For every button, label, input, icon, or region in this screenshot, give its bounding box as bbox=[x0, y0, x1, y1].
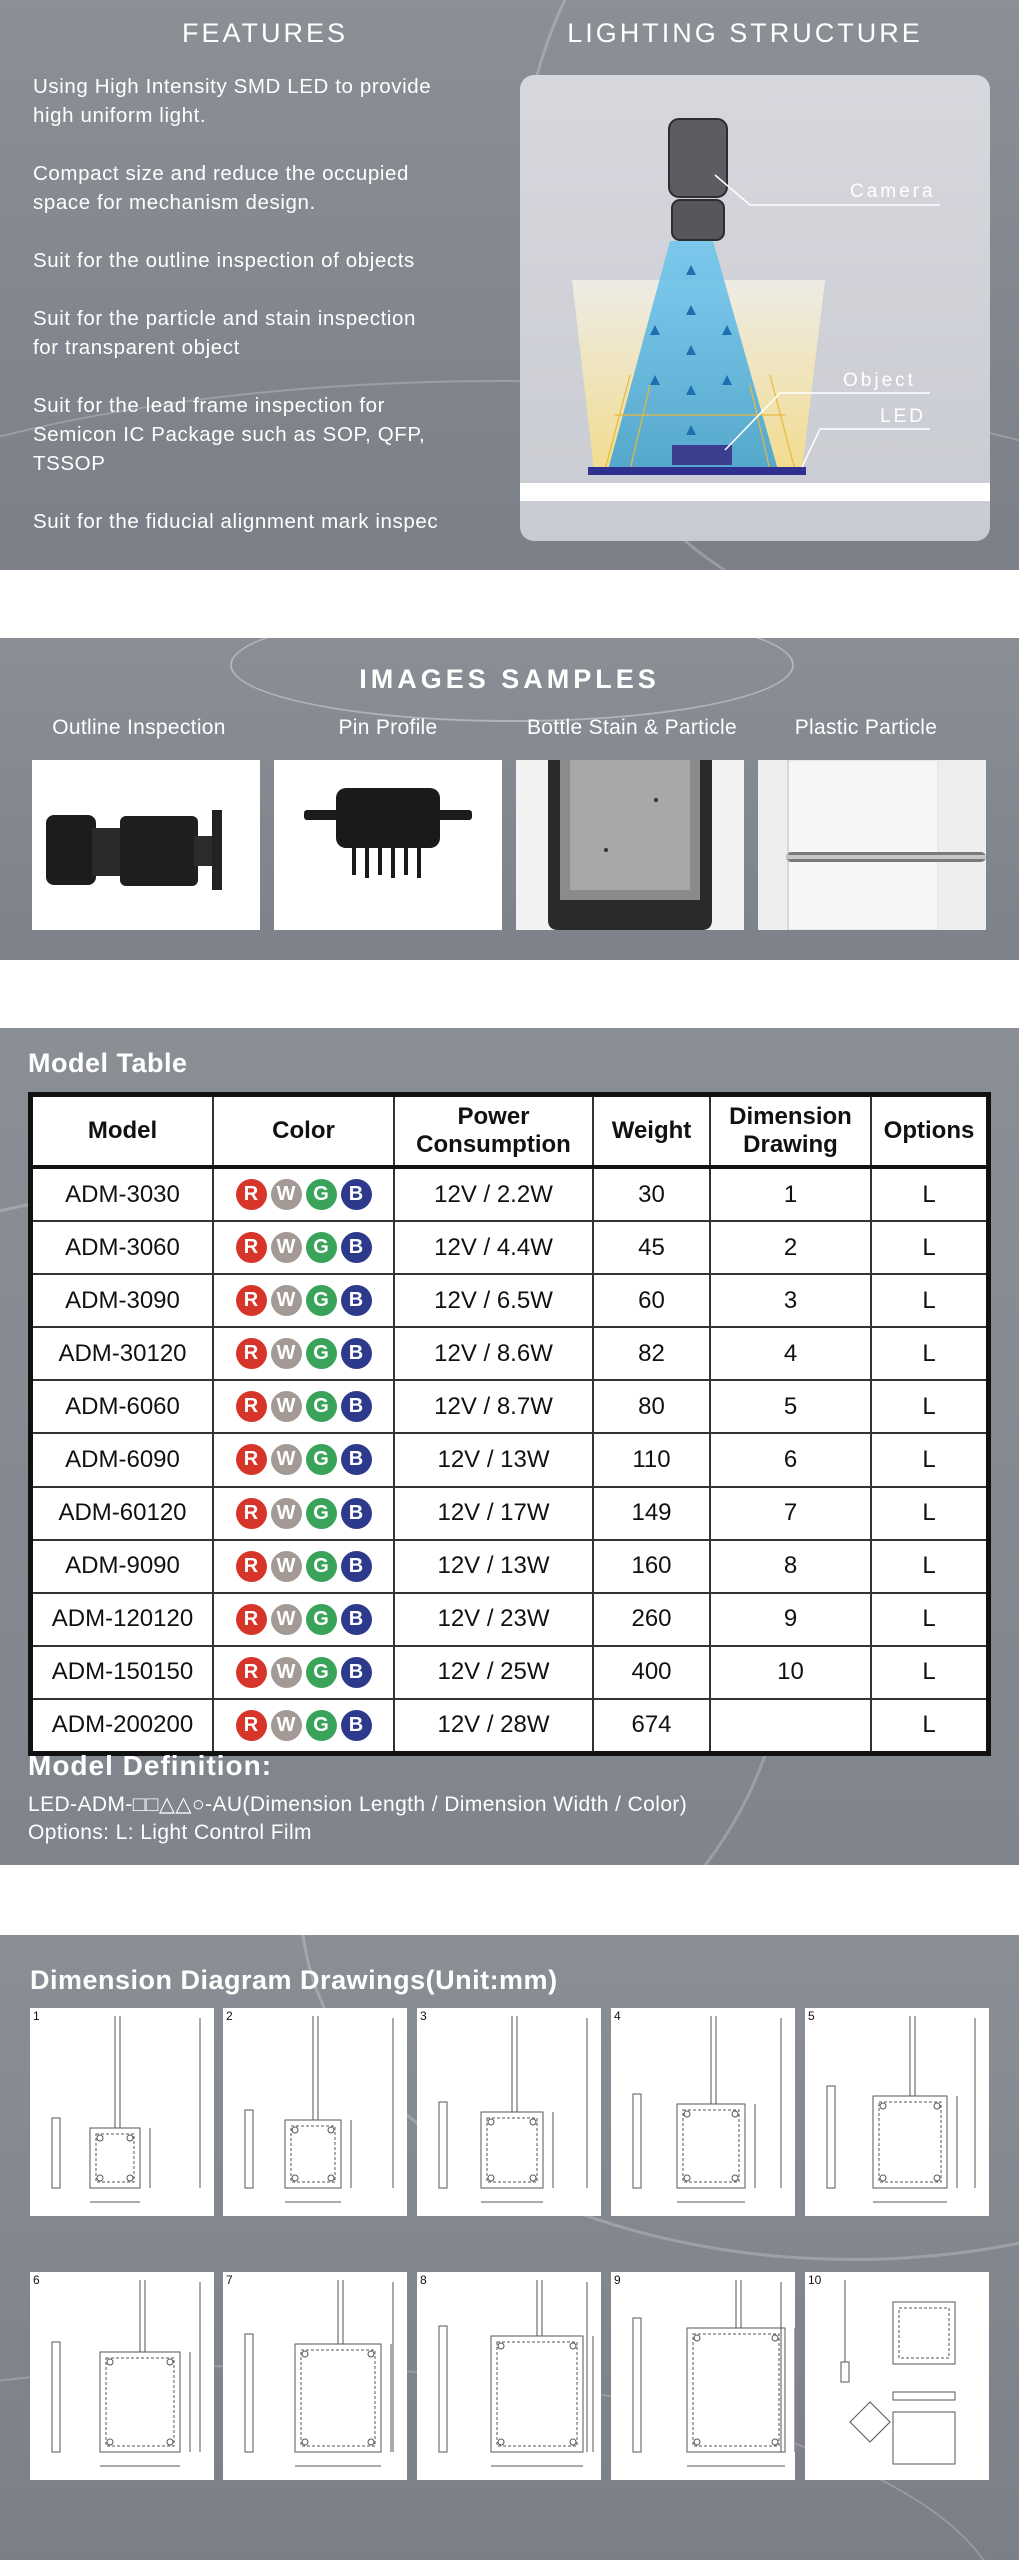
dimension-drawing-1 bbox=[30, 2008, 214, 2216]
model-table-body bbox=[33, 1167, 986, 1751]
model-table-section bbox=[0, 1028, 1019, 1865]
cell-drawing: 10 bbox=[710, 1646, 871, 1699]
dimension-drawing-9 bbox=[611, 2272, 795, 2480]
color-dot-r: R bbox=[236, 1498, 267, 1529]
table-row bbox=[33, 1433, 986, 1486]
dimension-drawing-5 bbox=[805, 2008, 989, 2216]
plastic-tube-icon bbox=[758, 760, 986, 930]
table-row bbox=[33, 1167, 986, 1221]
dimension-drawings-section bbox=[0, 1935, 1019, 2560]
cell-drawing: 6 bbox=[710, 1433, 871, 1486]
drawing-number: 2 bbox=[226, 2009, 233, 2023]
cell-weight: 45 bbox=[593, 1221, 710, 1274]
feature-item: Suit for the fiducial alignment mark inspec bbox=[33, 510, 439, 533]
header-power bbox=[394, 1097, 593, 1167]
cell-color bbox=[213, 1221, 394, 1274]
table-row bbox=[33, 1593, 986, 1646]
cell-options: L bbox=[871, 1487, 986, 1540]
table-row bbox=[33, 1380, 986, 1433]
feature-item: Compact size and reduce the occupied space for mechanism design. bbox=[33, 162, 410, 214]
color-dot-g: G bbox=[306, 1285, 337, 1316]
cell-color bbox=[213, 1327, 394, 1380]
model-definition-line: LED-ADM-□□△△○-AU(Dimension Length / Dimension Width / Color) bbox=[28, 1793, 688, 1816]
cell-power: 12V / 4.4W bbox=[394, 1221, 593, 1274]
cell-drawing: 7 bbox=[710, 1487, 871, 1540]
cell-power: 12V / 2.2W bbox=[394, 1167, 593, 1221]
cell-drawing bbox=[710, 1699, 871, 1751]
cell-model: ADM-9090 bbox=[33, 1540, 213, 1593]
color-dot-g: G bbox=[306, 1391, 337, 1422]
features-title: FEATURES bbox=[181, 18, 348, 48]
drawing-number: 9 bbox=[614, 2273, 621, 2287]
cell-color bbox=[213, 1487, 394, 1540]
cell-color bbox=[213, 1380, 394, 1433]
color-dot-w: W bbox=[271, 1444, 302, 1475]
cell-options: L bbox=[871, 1646, 986, 1699]
camera-lens bbox=[672, 200, 724, 240]
cell-color bbox=[213, 1167, 394, 1221]
model-table bbox=[33, 1097, 986, 1751]
dimension-drawing-10 bbox=[805, 2272, 989, 2480]
cell-color bbox=[213, 1593, 394, 1646]
header-dimension-line2: Drawing bbox=[743, 1131, 838, 1158]
color-dot-b: B bbox=[341, 1444, 372, 1475]
cell-weight: 82 bbox=[593, 1327, 710, 1380]
sample-caption-plastic: Plastic Particle bbox=[794, 716, 938, 739]
sample-image-bottle bbox=[516, 760, 744, 930]
cell-weight: 110 bbox=[593, 1433, 710, 1486]
color-dot-w: W bbox=[271, 1498, 302, 1529]
color-dot-w: W bbox=[271, 1285, 302, 1316]
color-dot-g: G bbox=[306, 1604, 337, 1635]
cell-weight: 80 bbox=[593, 1380, 710, 1433]
object-label: Object bbox=[843, 370, 916, 391]
cell-power: 12V / 13W bbox=[394, 1433, 593, 1486]
cell-color bbox=[213, 1646, 394, 1699]
cell-weight: 60 bbox=[593, 1274, 710, 1327]
cell-color bbox=[213, 1699, 394, 1751]
color-dot-w: W bbox=[271, 1232, 302, 1263]
platform bbox=[520, 483, 990, 501]
cell-model: ADM-3090 bbox=[33, 1274, 213, 1327]
cell-power: 12V / 23W bbox=[394, 1593, 593, 1646]
color-dot-g: G bbox=[306, 1179, 337, 1210]
cell-power: 12V / 13W bbox=[394, 1540, 593, 1593]
cell-drawing: 8 bbox=[710, 1540, 871, 1593]
color-dot-r: R bbox=[236, 1338, 267, 1369]
sample-image-outline bbox=[32, 760, 260, 930]
table-row bbox=[33, 1699, 986, 1751]
color-dot-b: B bbox=[341, 1657, 372, 1688]
drawing-number: 3 bbox=[420, 2009, 427, 2023]
color-dot-b: B bbox=[341, 1391, 372, 1422]
model-options-line: Options: L: Light Control Film bbox=[28, 1821, 312, 1844]
sample-caption-pin: Pin Profile bbox=[338, 716, 438, 739]
cell-drawing: 9 bbox=[710, 1593, 871, 1646]
inspected-object bbox=[672, 445, 732, 465]
dimension-drawing-4 bbox=[611, 2008, 795, 2216]
header-color: Color bbox=[213, 1097, 394, 1167]
cell-color bbox=[213, 1433, 394, 1486]
color-dot-b: B bbox=[341, 1498, 372, 1529]
color-dot-b: B bbox=[341, 1551, 372, 1582]
color-dot-g: G bbox=[306, 1498, 337, 1529]
cell-power: 12V / 25W bbox=[394, 1646, 593, 1699]
color-dot-g: G bbox=[306, 1444, 337, 1475]
drawing-number: 6 bbox=[33, 2273, 40, 2287]
cell-model: ADM-30120 bbox=[33, 1327, 213, 1380]
color-dot-g: G bbox=[306, 1657, 337, 1688]
cell-model: ADM-6090 bbox=[33, 1433, 213, 1486]
cell-weight: 160 bbox=[593, 1540, 710, 1593]
drawing-number: 1 bbox=[33, 2009, 40, 2023]
connector-silhouette-icon bbox=[274, 760, 502, 930]
camera-label: Camera bbox=[850, 181, 936, 202]
color-dot-b: B bbox=[341, 1179, 372, 1210]
color-dot-w: W bbox=[271, 1710, 302, 1741]
cell-power: 12V / 28W bbox=[394, 1699, 593, 1751]
image-samples-title: IMAGES SAMPLES bbox=[359, 664, 660, 694]
color-dot-g: G bbox=[306, 1232, 337, 1263]
cell-weight: 674 bbox=[593, 1699, 710, 1751]
table-row bbox=[33, 1327, 986, 1380]
sample-image-pin bbox=[274, 760, 502, 930]
feature-item: Using High Intensity SMD LED to provide high uniform light. bbox=[33, 75, 432, 127]
color-dot-b: B bbox=[341, 1710, 372, 1741]
cell-model: ADM-6060 bbox=[33, 1380, 213, 1433]
color-dot-r: R bbox=[236, 1710, 267, 1741]
color-dot-w: W bbox=[271, 1604, 302, 1635]
sample-caption-outline: Outline Inspection bbox=[52, 716, 226, 739]
cell-model: ADM-60120 bbox=[33, 1487, 213, 1540]
led-label-line bbox=[802, 429, 930, 467]
color-dot-r: R bbox=[236, 1391, 267, 1422]
color-dot-r: R bbox=[236, 1232, 267, 1263]
cell-power: 12V / 17W bbox=[394, 1487, 593, 1540]
sample-image-plastic bbox=[758, 760, 986, 930]
cell-drawing: 2 bbox=[710, 1221, 871, 1274]
image-samples-section bbox=[0, 638, 1019, 960]
cell-options: L bbox=[871, 1274, 986, 1327]
dimension-drawing-7 bbox=[223, 2272, 407, 2480]
cell-power: 12V / 6.5W bbox=[394, 1274, 593, 1327]
color-dot-r: R bbox=[236, 1285, 267, 1316]
cell-drawing: 1 bbox=[710, 1167, 871, 1221]
color-dot-r: R bbox=[236, 1551, 267, 1582]
feature-item: Suit for the lead frame inspection for Semicon IC Package such as SOP, QFP, TSSOP bbox=[33, 394, 426, 475]
color-dot-b: B bbox=[341, 1604, 372, 1635]
drawing-number: 5 bbox=[808, 2009, 815, 2023]
table-row bbox=[33, 1540, 986, 1593]
header-dimension-line1: Dimension bbox=[729, 1103, 852, 1130]
cell-options: L bbox=[871, 1593, 986, 1646]
cell-color bbox=[213, 1274, 394, 1327]
color-dot-w: W bbox=[271, 1338, 302, 1369]
cell-weight: 400 bbox=[593, 1646, 710, 1699]
color-dot-g: G bbox=[306, 1551, 337, 1582]
cell-weight: 30 bbox=[593, 1167, 710, 1221]
dimension-drawing-6 bbox=[30, 2272, 214, 2480]
table-row bbox=[33, 1487, 986, 1540]
cell-weight: 149 bbox=[593, 1487, 710, 1540]
color-dot-w: W bbox=[271, 1657, 302, 1688]
feature-item: Suit for the particle and stain inspection for transparent object bbox=[33, 307, 417, 359]
drawing-number: 7 bbox=[226, 2273, 233, 2287]
cell-drawing: 5 bbox=[710, 1380, 871, 1433]
color-dot-g: G bbox=[306, 1710, 337, 1741]
cell-model: ADM-3030 bbox=[33, 1167, 213, 1221]
cell-model: ADM-120120 bbox=[33, 1593, 213, 1646]
feature-item: Suit for the outline inspection of objects bbox=[33, 249, 415, 272]
dimension-drawings-title: Dimension Diagram Drawings(Unit:mm) bbox=[30, 1965, 558, 1995]
header-weight: Weight bbox=[593, 1097, 710, 1167]
color-dot-b: B bbox=[341, 1232, 372, 1263]
cell-options: L bbox=[871, 1540, 986, 1593]
header-dimension bbox=[710, 1097, 871, 1167]
lighting-structure-diagram bbox=[520, 75, 990, 541]
table-header-row bbox=[33, 1097, 986, 1167]
dimension-drawing-3 bbox=[417, 2008, 601, 2216]
led-base bbox=[588, 467, 806, 475]
cell-options: L bbox=[871, 1221, 986, 1274]
cell-color bbox=[213, 1540, 394, 1593]
cell-power: 12V / 8.6W bbox=[394, 1327, 593, 1380]
color-dot-r: R bbox=[236, 1657, 267, 1688]
table-row bbox=[33, 1221, 986, 1274]
color-dot-r: R bbox=[236, 1179, 267, 1210]
model-table-title: Model Table bbox=[28, 1048, 188, 1078]
color-dot-r: R bbox=[236, 1444, 267, 1475]
color-dot-r: R bbox=[236, 1604, 267, 1635]
cell-power: 12V / 8.7W bbox=[394, 1380, 593, 1433]
drawing-number: 8 bbox=[420, 2273, 427, 2287]
lighting-diagram-svg bbox=[520, 75, 990, 541]
color-dot-w: W bbox=[271, 1551, 302, 1582]
cell-options: L bbox=[871, 1380, 986, 1433]
cell-drawing: 3 bbox=[710, 1274, 871, 1327]
cylinder-silhouette-icon bbox=[32, 760, 260, 930]
features-section bbox=[0, 0, 1019, 570]
dimension-drawing-2 bbox=[223, 2008, 407, 2216]
cell-options: L bbox=[871, 1167, 986, 1221]
cell-options: L bbox=[871, 1433, 986, 1486]
cell-options: L bbox=[871, 1699, 986, 1751]
lighting-structure-title: LIGHTING STRUCTURE bbox=[567, 18, 923, 48]
drawing-number: 10 bbox=[808, 2273, 822, 2287]
color-dot-w: W bbox=[271, 1179, 302, 1210]
color-dot-w: W bbox=[271, 1391, 302, 1422]
header-power-line2: Consumption bbox=[416, 1131, 571, 1158]
cell-options: L bbox=[871, 1327, 986, 1380]
dimension-drawing-8 bbox=[417, 2272, 601, 2480]
cell-model: ADM-150150 bbox=[33, 1646, 213, 1699]
table-row bbox=[33, 1646, 986, 1699]
cell-model: ADM-200200 bbox=[33, 1699, 213, 1751]
model-definition-title: Model Definition: bbox=[28, 1750, 273, 1781]
model-table-frame bbox=[28, 1092, 991, 1756]
features-list bbox=[33, 72, 503, 565]
led-label: LED bbox=[880, 406, 926, 427]
header-options: Options bbox=[871, 1097, 986, 1167]
header-model: Model bbox=[33, 1097, 213, 1167]
color-dot-b: B bbox=[341, 1285, 372, 1316]
cell-model: ADM-3060 bbox=[33, 1221, 213, 1274]
cell-drawing: 4 bbox=[710, 1327, 871, 1380]
camera-body bbox=[669, 119, 727, 197]
bottle-silhouette-icon bbox=[516, 760, 744, 930]
cell-weight: 260 bbox=[593, 1593, 710, 1646]
color-dot-b: B bbox=[341, 1338, 372, 1369]
drawing-number: 4 bbox=[614, 2009, 621, 2023]
header-power-line1: Power bbox=[457, 1103, 530, 1130]
table-row bbox=[33, 1274, 986, 1327]
color-dot-g: G bbox=[306, 1338, 337, 1369]
sample-caption-bottle: Bottle Stain & Particle bbox=[527, 716, 737, 739]
